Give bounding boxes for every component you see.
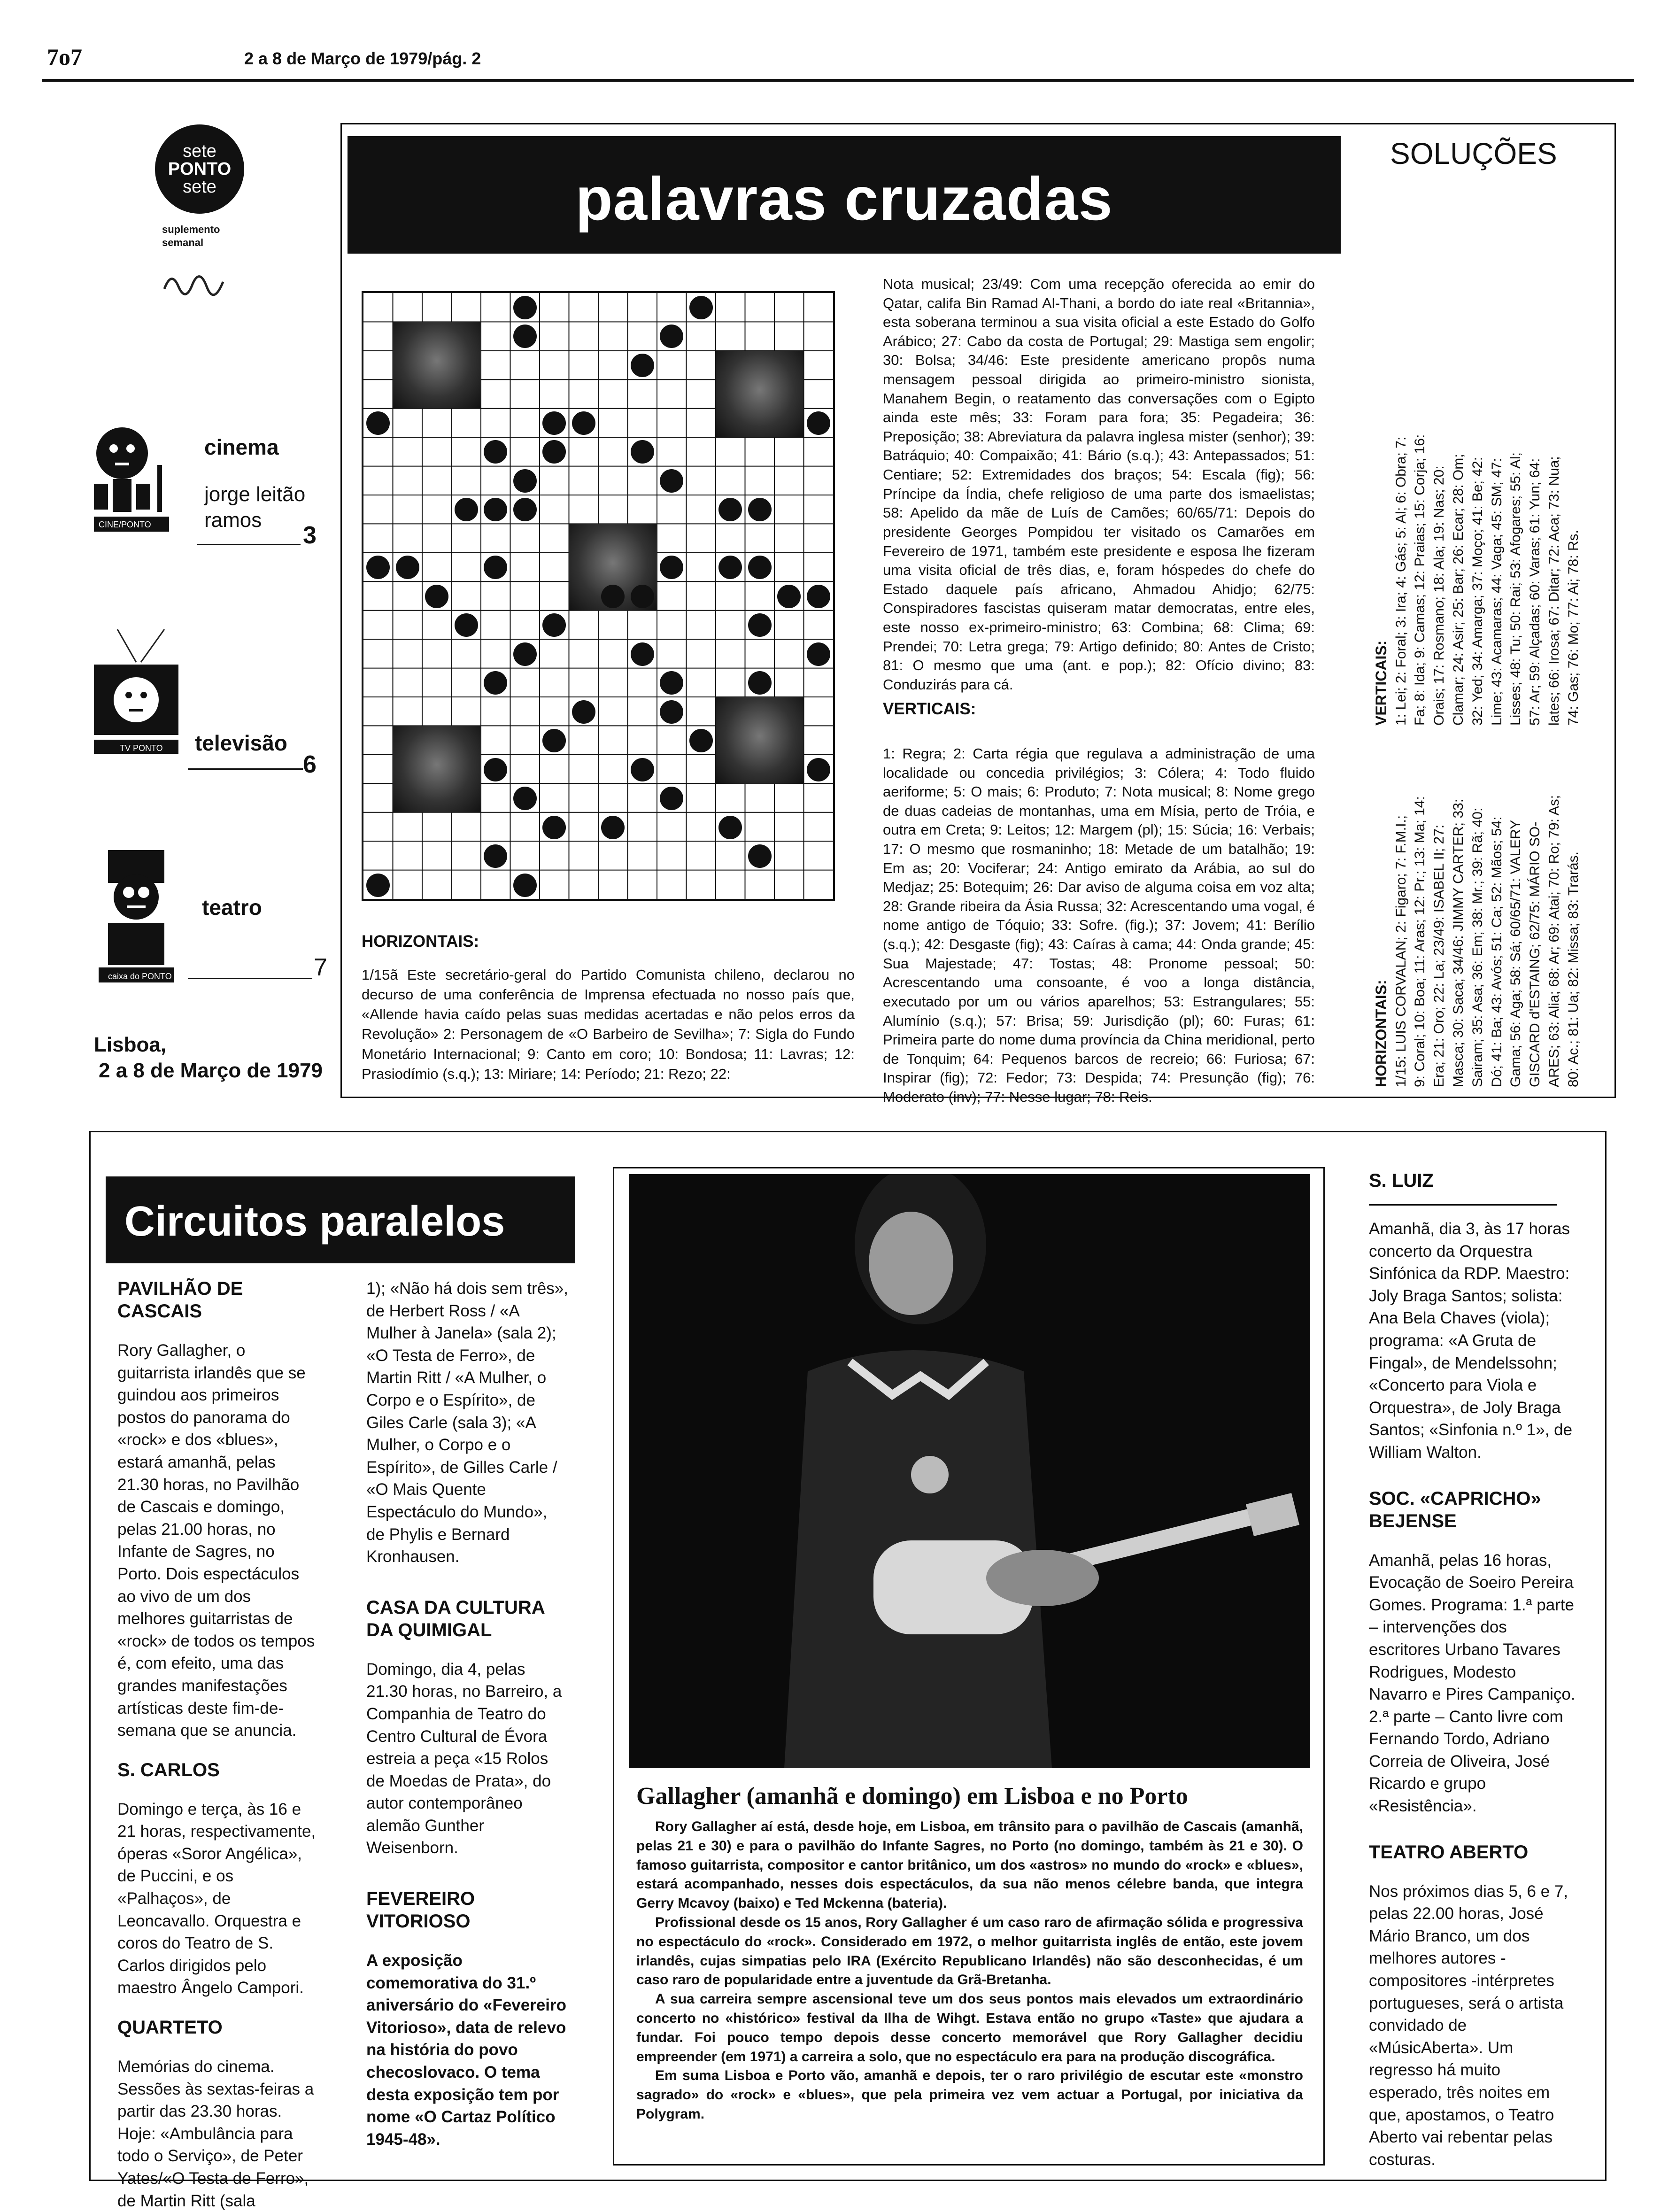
brand-circle	[155, 124, 244, 214]
theatre-tag: caixa do PONTO	[108, 972, 172, 981]
horizontais-label: HORIZONTAIS:	[362, 932, 479, 951]
section-heading: PAVILHÃO DE CASCAIS	[117, 1278, 243, 1322]
supplement-label: suplemento semanal	[162, 224, 220, 248]
grid-block	[513, 874, 537, 897]
sol-horizontais-line: Era; 21: Oro; 22: La; 23/49: ISABEL II; 27:	[1431, 824, 1447, 1087]
header-rule	[42, 79, 1634, 82]
sol-horizontais-line: 9: Coral; 10: Boa; 11: Aras; 12: Pr.; 13: Ma; 14:	[1412, 796, 1428, 1087]
cinema-page: 3	[303, 522, 317, 549]
circuitos-column-4	[1369, 1169, 1576, 2171]
brand-line-3: sete	[183, 177, 216, 197]
sol-horizontais-line: ARES; 63: Alia; 68: Ar; 69: Atai; 70: Ro; 79: As;	[1546, 795, 1562, 1087]
grid-block	[631, 758, 654, 781]
circuitos-column-1	[117, 1277, 319, 2212]
section-heading: TEATRO ABERTO	[1369, 1841, 1529, 1863]
crossword-grid[interactable]	[362, 291, 835, 901]
cinema-tag: CINE/PONTO	[99, 520, 151, 529]
grid-block	[689, 729, 713, 752]
grid-block	[484, 758, 507, 781]
grid-block	[601, 816, 625, 839]
section-text: Domingo e terça, às 16 e 21 horas, respectivamente, óperas «Soror Angélica», de Puccini, e os «Palhaços», de Leoncavallo. Orquestra e coros do Teatro de S. Carlos dirigidos pelo maestro Ângelo Campori.	[117, 1800, 316, 1997]
sol-verticais-line: Fa; 8: Ida; 9: Camas; 12: Praias; 15: Corja; 16:	[1412, 434, 1428, 726]
grid-block	[631, 585, 654, 608]
grid-block	[455, 613, 478, 637]
feature-paragraph: Rory Gallagher aí está, desde hoje, em Lisboa, em trânsito para o pavilhão de Cascais (amanhã, pelas 21 e 30) e para o pavilhão do Infante Sagres, no Porto (no domingo, também às 21 e 30). O famoso guitarrista, compositor e cantor britânico, um dos «astros» no mundo do «rock» e «blues», estará acompanhado, nesses dois espectáculos, da sua não menos célebre banda, que integra Gerry Mcavoy (baixo) e Ted Mckenna (bateria).	[636, 1819, 1303, 1911]
grid-block	[631, 642, 654, 666]
dateline: 2 a 8 de Março de 1979/pág. 2	[244, 49, 481, 68]
grid-block	[748, 613, 772, 637]
section-heading: S. CARLOS	[117, 1759, 220, 1780]
grid-block	[366, 874, 390, 897]
grid-block	[513, 498, 537, 521]
grid-block	[366, 556, 390, 579]
sol-verticais-line: 74: Gas; 76: Mo; 77: Ai; 78: Rs.	[1565, 530, 1581, 726]
grid-block	[542, 816, 566, 839]
solutions-title: SOLUÇÕES	[1390, 137, 1557, 170]
sol-verticais-line: 1: Lei; 2: Foral; 3: Ira; 4: Gás; 5: Al; 6: Obra; 7:	[1393, 436, 1409, 726]
section-text: Nos próximos dias 5, 6 e 7, pelas 22.00 horas, José Mário Branco, um dos melhores autores -compositores -intérpretes portugueses, será o artista convidado de «MúsicAberta». Um regresso há muito esperado, três noites em que, apostamos, o Teatro Aberto vai rebentar pelas costuras.	[1369, 1882, 1568, 2169]
grid-photo-soares	[393, 726, 481, 812]
section-text: Domingo, dia 4, pelas 21.30 horas, no Barreiro, a Companhia de Teatro do Centro Cultural de Évora estreia a peça «15 Rolos de Moedas de Prata», do autor contemporâneo alemão Gunther Weisenborn.	[366, 1660, 562, 1857]
guitarist-photo	[629, 1174, 1310, 1768]
sol-verticais-line: Clamar; 24: Asir; 25: Bar; 26: Ecar; 28: Om;	[1450, 454, 1466, 726]
grid-photo-corvalan	[393, 322, 481, 408]
grid-block	[718, 556, 742, 579]
grid-block	[484, 671, 507, 695]
right-clues-continued: Nota musical; 23/49: Com uma recepção oferecida ao emir do Qatar, califa Bin Ramad Al-Thani, a bordo do iate real «Britannia», esta soberana terminou a sua visita oficial a este Estado do Golfo Arábico; 27: Cabo da costa de Portugal; 29: Mastiga sem engolir; 30: Bolsa; 34/46: Este presidente americano propôs numa mensagem pessoal dirigida ao primeiro-ministro sionista, Manahem Begin, o reatamento das conversações com o Egipto ainda este mês; 33: Foram para fora; 35: Pegadeira; 36: Preposição; 38: Abreviatura da palavra inglesa mister (senhor); 39: Batráquio; 40: Compaixão; 41: Bário (s.q.); 43: Antepassados; 51: Centiare; 52: Extremidades dos braços; 54: Escala (fig); 56: Príncipe da Índia, chefe religioso de uma parte dos ismaelistas; 58: Apelido da mãe de Luís de Camões; 60/65/71: Depois do presidente Georges Pompidou ter visitado os Camarões em Fevereiro de 1971, também este presidente e esposa lhe fizeram uma visita oficial de três dias, e, foram hóspedes do chefe do Estado daquele país africano, Ahmadou Ahidjo; 62/75: Conspiradores fascistas quiseram matar democratas, entre eles, este nosso ex-primeiro-ministro; 63: Combina; 68: Clima; 69: Prendei; 70: Letra grega; 79: Artigo definido; 80: Antes de Cristo; 81: O mesmo que uma (ant. e pop.); 82: Ofício divino; 83: Conduzirás para cá.	[883, 276, 1315, 693]
sol-verticais-line: Orais; 17: Rosmano; 18: Ala; 19: Nas; 20:	[1431, 465, 1447, 726]
theatre-icon	[89, 845, 183, 989]
section-text: Rory Gallagher, o guitarrista irlandês que se guindou aos primeiros postos do panorama do «rock» e dos «blues», estará amanhã, pelas 21.30 horas, no Pavilhão de Cascais e domingo, pelas 21.00 horas, no Infante de Sagres, no Porto. Dois espectáculos ao vivo de um dos melhores guitarristas de «rock» de todos os tempos é, com efeito, uma das grandes manifestações artísticas deste fim-de-semana que se anuncia.	[117, 1341, 315, 1740]
grid-block	[777, 585, 801, 608]
grid-block	[542, 440, 566, 464]
cinema-title[interactable]: cinema	[204, 435, 279, 459]
grid-block	[425, 585, 448, 608]
section-text: 1); «Não há dois sem três», de Herbert Ross / «A Mulher à Janela» (sala 2); «O Testa de Ferro», de Martin Ritt / «A Mulher, o Corpo e o Espírito», de Giles Carle (sala 3); «A Mulher, o Corpo e o Espírito», de Gilles Carle / «O Mais Quente Espectáculo do Mundo», de Phylis e Bernard Kronhausen.	[366, 1279, 568, 1566]
feature-paragraph: Profissional desde os 15 anos, Rory Gallagher é um caso raro de afirmação sólida e progressiva no espectáculo do «rock». Considerado em 1972, o melhor guitarrista inglês de então, este jovem irlandês, cujas simpatias pelo IRA (Exército Republicano Irlandês) não são desconhecidas, é um caso raro de popularidade entre a juventude da Grã-Bretanha.	[636, 1914, 1303, 1988]
sol-verticais-line: 57: Ar; 59: Alçadas; 60: Varas; 61: Yun; 64:	[1527, 458, 1543, 726]
section-text: Amanhã, dia 3, às 17 horas concerto da Orquestra Sinfónica da RDP. Maestro: Joly Braga Santos; solista: Ana Bela Chaves (viola); programa: «A Gruta de Fingal», de Mendelssohn; «Concerto para Viola e Orquestra», de Joly Braga Santos; «Sinfonia n.º 1», de William Walton.	[1369, 1220, 1573, 1462]
section-text: Memórias do cinema. Sessões às sextas-feiras a partir das 23.30 horas. Hoje: «Ambulância para todo o Serviço», de Peter Yates/«O Testa de Ferro», de Martin Ritt (sala	[117, 2057, 314, 2210]
grid-block	[718, 816, 742, 839]
sol-horizontais-label: HORIZONTAIS:	[1373, 980, 1390, 1087]
guitarist-illustration	[629, 1174, 1310, 1768]
grid-block	[484, 498, 507, 521]
grid-block	[660, 671, 683, 695]
section-heading: S. LUIZ	[1369, 1170, 1434, 1191]
sol-horizontais-line: Dó; 41: Ba; 43: Avós; 51: Ca; 52: Mãos; 54:	[1489, 816, 1505, 1087]
sol-verticais-line: 32: Yed; 34: Amarga; 37: Moço; 41: Be; 42:	[1469, 456, 1485, 726]
sol-verticais-line: Lime; 43: Acamaras; 44: Vaga; 45: SM; 47:	[1489, 458, 1505, 726]
grid-block	[807, 411, 830, 435]
issue-date: 2 a 8 de Março de 1979	[99, 1059, 323, 1082]
theatre-rule	[188, 978, 312, 979]
sol-horizontais-line: Gama; 56: Aga; 58: Sá; 60/65/71: VALERY	[1508, 820, 1524, 1087]
grid-block	[513, 469, 537, 493]
grid-block	[660, 556, 683, 579]
grid-block	[748, 844, 772, 868]
theatre-page: 7	[314, 954, 327, 981]
grid-block	[631, 440, 654, 464]
grid-block	[748, 556, 772, 579]
feature-body	[636, 1818, 1303, 2124]
grid-block	[484, 556, 507, 579]
verticais-clues: 1: Regra; 2: Carta régia que regulava a administração de uma localidade ou concedia privilégios; 3: Cólera; 4: Todo fluido aeriforme; 5: O mais; 6: Produto; 7: Nota musical; 8: Nome grego de duas cadeias de montanhas, uma em Mísia, perto de Tróia, e outra em Creta; 9: Leitos; 12: Margem (pl); 15: Súcia; 16: Verbais; 17: O mesmo que rosmaninho; 18: Metade de um batalhão; 19: Em as; 20: Vociferar; 24: Antigo emirato da Arábia, ao sul do Medjaz; 25: Botequim; 26: Dar aviso de alguma coisa em voz alta; 28: Grande ribeira da Ásia Russa; 32: Acrescentando uma vogal, é nome antigo de Tóquio; 33: Sofre. (fig.); 37: Jovem; 41: Berílio (s.q.); 42: Desgaste (fig); 43: Caíras à cama; 44: Onda grande; 45: Sua Majestade; 47: Tostas; 48: Pronome pessoal; 50: Acrescentando uma consoante, é voo a longa distância, executado por um ou vários aparelhos; 53: Estrangulares; 55: Alumínio (s.q.); 57: Brisa; 59: Jurisdição (pl); 60: Furas; 61: Primeira parte do nome duma província da China meridional, perto de Tonquim; 64: Pequenos barcos de recreio; 66: Furiosa; 67: Inspirar (fig); 72: Fedor; 73: Despida; 74: Presunção (fig); 76: Moderato (inv); 77: Nesse lugar; 78: Reis.	[883, 745, 1315, 1105]
section-heading: FEVEREIRO VITORIOSO	[366, 1888, 475, 1932]
sol-horizontais-line: Masca; 30: Saca; 34/46: JIMMY CARTER; 33:	[1450, 798, 1466, 1087]
grid-block	[513, 642, 537, 666]
circuitos-column-2	[366, 1277, 568, 2150]
grid-block	[689, 296, 713, 319]
grid-block	[542, 411, 566, 435]
grid-block	[807, 585, 830, 608]
grid-block	[631, 354, 654, 377]
sol-horizontais-line: GISCARD d'ESTAING; 62/75: MÁRIO SO-	[1527, 821, 1543, 1087]
brand-line-1: sete	[183, 141, 216, 161]
grid-block	[748, 498, 772, 521]
grid-block	[660, 325, 683, 348]
grid-block	[542, 729, 566, 752]
publication-logo: 7o7	[47, 44, 82, 70]
solutions-verticais	[1371, 434, 1583, 726]
horizontais-clues: 1/15ã Este secretário-geral do Partido Comunista chileno, declarou no decurso de uma conferência de Imprensa efectuada no nosso país que, «Allende havia caído pelas suas medidas acertadas e não pelos erros da Revolução» 2: Personagem de «O Barbeiro de Sevilha»; 7: Sigla do Fundo Monetário Internacional; 9: Canto em coro; 10: Bondosa; 11: Lavras; 12: Prasiodímio (s.q.); 13: Miriare; 14: Período; 21: Rezo; 22:	[362, 967, 855, 1082]
grid-block	[513, 325, 537, 348]
section-heading: SOC. «CAPRICHO» BEJENSE	[1369, 1488, 1541, 1531]
cinema-author: jorge leitão ramos	[204, 483, 306, 532]
sol-horizontais-line: 1/15: LUIS CORVALAN; 2: Figaro; 7: F.M.I.;	[1393, 815, 1409, 1087]
section-text: Amanhã, pelas 16 horas, Evocação de Soeiro Pereira Gomes. Programa: 1.ª parte – intervenções dos escritores Urbano Tavares Rodrigues, Modesto Navarro e Pires Campaniço. 2.ª parte – Canto livre com Fernando Tordo, Adriano Correia de Oliveira, José Ricardo e grupo «Resistência».	[1369, 1551, 1576, 1816]
place-label: Lisboa,	[94, 1033, 167, 1056]
television-page: 6	[303, 751, 317, 778]
grid-block	[513, 296, 537, 319]
circuitos-title: Circuitos paralelos	[124, 1198, 505, 1245]
cinema-rule	[197, 544, 301, 545]
section-heading: CASA DA CULTURA DA QUIMIGAL	[366, 1597, 545, 1640]
feature-paragraph: A sua carreira sempre ascensional teve um dos seus pontos mais elevados um extraordinário concerto no «histórico» festival da Ilha de Wihgt. Estava então no grupo «Taste» que ajudara a fundar. Foi pouco tempo depois desse concerto memorável que Rory Gallagher decidiu empreender (em 1971) a carreira a solo, que no espectáculo era para na produção discográfica.	[636, 1991, 1303, 2065]
theatre-title[interactable]: teatro	[202, 895, 262, 920]
television-title[interactable]: televisão	[195, 731, 287, 755]
grid-block	[513, 787, 537, 810]
grid-block	[542, 613, 566, 637]
grid-block	[660, 469, 683, 493]
sol-horizontais-line: 80: Ac.; 81: Ua; 82: Missa; 83: Trarás.	[1565, 851, 1581, 1087]
grid-block	[484, 844, 507, 868]
feature-title: Gallagher (amanhã e domingo) em Lisboa e no Porto	[636, 1783, 1188, 1810]
solutions-horizontais	[1371, 795, 1583, 1087]
brand-line-2: PONTO	[168, 159, 232, 179]
grid-block	[807, 642, 830, 666]
circuitos-banner	[106, 1176, 575, 1263]
grid-block	[484, 440, 507, 464]
sol-verticais-label: VERTICAIS:	[1373, 640, 1390, 726]
sol-verticais-line: Lisses; 48: Tu; 50: Rai; 53: Afogares; 55: Al;	[1508, 452, 1524, 726]
grid-photo-giscard	[716, 697, 803, 784]
section-heading: QUARTETO	[117, 2017, 223, 2038]
verticais-label: VERTICAIS:	[883, 700, 976, 718]
grid-block	[366, 411, 390, 435]
sol-horizontais-line: Sairam; 35: Asa; 36: Em; 38: Mr.; 39: Rã; 40:	[1469, 807, 1485, 1087]
grid-block	[660, 700, 683, 724]
section-rule	[1369, 1204, 1557, 1206]
section-text: A exposição comemorativa do 31.º aniversário do «Fevereiro Vitorioso», data de relevo na história do povo checoslovaco. O tema desta exposição tem por nome «O Cartaz Político 1945-48».	[366, 1951, 567, 2149]
grid-block	[396, 556, 419, 579]
crossword-title: palavras cruzadas	[575, 164, 1113, 233]
feature-paragraph: Em suma Lisboa e Porto vão, amanhã e depois, ter o raro privilégio de escutar este «monstro sagrado» do «rock» e «blues», que pela primeira vez vem actuar a Portugal, por iniciativa da Polygram.	[636, 2068, 1303, 2122]
cinema-icon	[94, 420, 183, 535]
grid-block	[718, 498, 742, 521]
grid-block	[660, 787, 683, 810]
grid-block	[601, 585, 625, 608]
television-rule	[188, 768, 303, 770]
grid-block	[807, 758, 830, 781]
grid-photo-queen	[716, 351, 803, 437]
scribble-icon	[160, 265, 230, 301]
grid-block	[572, 700, 595, 724]
grid-block	[748, 671, 772, 695]
grid-block	[455, 498, 478, 521]
sol-verticais-line: lates; 66: Irosa; 67: Ditar; 72: Aca; 73: Nua;	[1546, 456, 1562, 726]
television-tag: TV PONTO	[120, 743, 163, 753]
crossword-banner	[348, 136, 1341, 254]
grid-block	[572, 411, 595, 435]
